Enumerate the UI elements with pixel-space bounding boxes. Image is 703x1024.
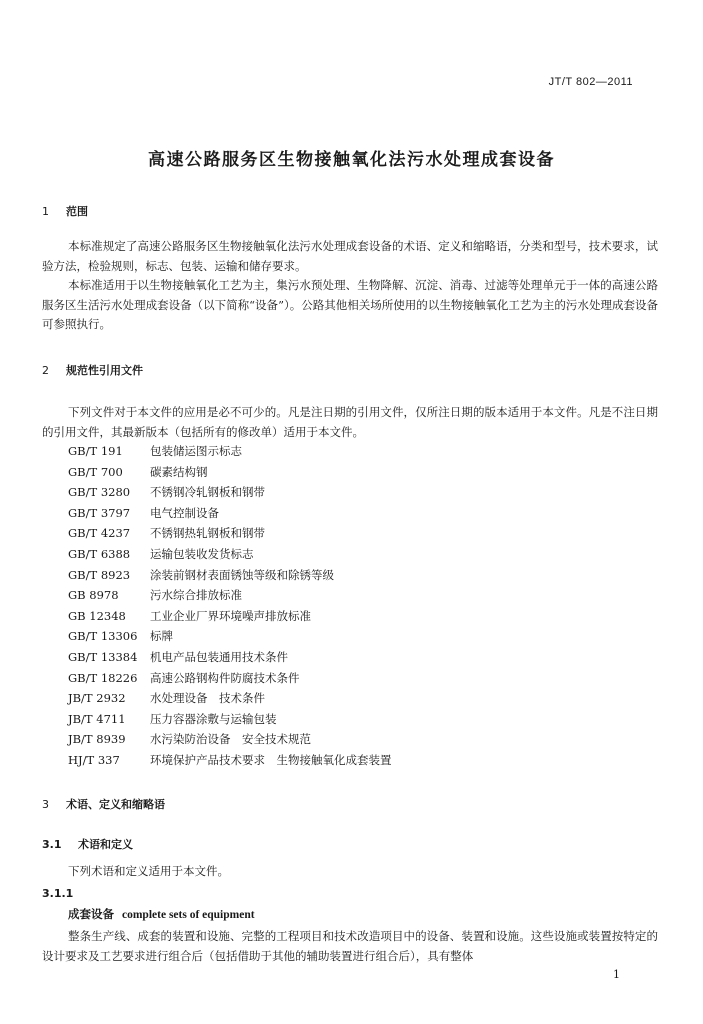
reference-code: GB/T 4237	[68, 526, 131, 541]
section-number: 3.1	[42, 838, 62, 851]
section-2-heading	[42, 362, 143, 378]
section-3-1-heading	[42, 836, 133, 852]
reference-item	[68, 525, 392, 546]
reference-item	[68, 505, 392, 526]
reference-item	[68, 711, 392, 732]
reference-item	[68, 628, 392, 649]
reference-code: JB/T 2932	[68, 691, 126, 706]
reference-code: JB/T 4711	[68, 711, 126, 726]
reference-name: 包装储运图示标志	[150, 444, 242, 458]
reference-code: GB/T 191	[68, 444, 123, 458]
section-number: 3	[42, 798, 49, 811]
reference-code: GB/T 3797	[68, 505, 131, 520]
term-entry	[68, 906, 255, 922]
reference-name: 环境保护产品技术要求 生物接触氧化成套装置	[150, 752, 392, 767]
section-title: 术语和定义	[78, 838, 133, 851]
section-1-paragraph-1: 本标准规定了高速公路服务区生物接触氧化法污水处理成套设备的术语、定义和缩略语，分类和型号，技术要求，试验方法，检验规则，标志、包装、运输和储存要求。	[42, 239, 658, 273]
reference-item	[68, 608, 392, 629]
reference-name: 高速公路钢构件防腐技术条件	[150, 670, 300, 685]
reference-item	[68, 752, 392, 773]
document-title: 高速公路服务区生物接触氧化法污水处理成套设备	[148, 150, 555, 170]
reference-name: 不锈钢冷轧钢板和钢带	[150, 485, 265, 500]
section-title: 规范性引用文件	[66, 364, 143, 377]
section-number: 3.1.1	[42, 887, 74, 900]
reference-item	[68, 567, 392, 588]
reference-item	[68, 731, 392, 752]
reference-name: 运输包装收发货标志	[150, 546, 254, 561]
reference-code: GB 12348	[68, 608, 126, 623]
section-3-1-1-heading	[42, 887, 78, 900]
reference-code: HJ/T 337	[68, 752, 120, 767]
reference-item	[68, 484, 392, 505]
reference-code: GB/T 6388	[68, 546, 131, 561]
term-english: complete sets of equipment	[122, 909, 255, 921]
term-chinese: 成套设备	[68, 907, 114, 921]
reference-code: GB 8978	[68, 588, 119, 603]
reference-code: GB/T 13384	[68, 649, 138, 664]
reference-code: GB/T 3280	[68, 485, 131, 500]
section-number: 2	[42, 364, 49, 377]
reference-code: GB/T 13306	[68, 629, 138, 644]
reference-name: 机电产品包装通用技术条件	[150, 649, 288, 664]
section-3-1-1-definition: 整条生产线、成套的装置和设施、完整的工程项目和技术改造项目中的设备、装置和设施。这些设施或装置按特定的设计要求及工艺要求进行组合后（包括借助于其他的辅助装置进行组合后），具有整体	[42, 929, 658, 963]
reference-name: 标牌	[150, 629, 173, 644]
section-3-heading	[42, 796, 165, 812]
reference-item	[68, 670, 392, 691]
reference-name: 水处理设备 技术条件	[150, 691, 265, 706]
reference-item	[68, 546, 392, 567]
page-number: 1	[613, 968, 620, 981]
reference-name: 电气控制设备	[150, 505, 219, 520]
reference-name: 不锈钢热轧钢板和钢带	[150, 526, 265, 541]
section-2-paragraph: 下列文件对于本文件的应用是必不可少的。凡是注日期的引用文件，仅所注日期的版本适用于本文件。凡是不注日期的引用文件，其最新版本（包括所有的修改单）适用于本文件。	[42, 405, 658, 439]
reference-name: 压力容器涂敷与运输包装	[150, 711, 277, 726]
reference-item	[68, 690, 392, 711]
reference-name: 水污染防治设备 安全技术规范	[150, 732, 311, 747]
reference-code: GB/T 700	[68, 464, 123, 479]
reference-name: 工业企业厂界环境噪声排放标准	[150, 608, 311, 623]
section-1-paragraph-2: 本标准适用于以生物接触氧化工艺为主，集污水预处理、生物降解、沉淀、消毒、过滤等处理单元于一体的高速公路服务区生活污水处理成套设备（以下简称“设备”）。公路其他相关场所使用的以生物接触氧化工艺为主的污水处理成套设备可参照执行。	[42, 278, 658, 331]
reference-item	[68, 649, 392, 670]
reference-name: 涂装前钢材表面锈蚀等级和除锈等级	[150, 567, 334, 582]
reference-code: GB/T 18226	[68, 670, 138, 685]
reference-item	[68, 587, 392, 608]
section-1-heading	[42, 203, 88, 219]
reference-name: 污水综合排放标准	[150, 588, 242, 603]
reference-item	[68, 443, 392, 464]
reference-code: JB/T 8939	[68, 732, 126, 747]
section-title: 术语、定义和缩略语	[66, 798, 165, 811]
normative-references-list	[68, 443, 392, 773]
reference-code: GB/T 8923	[68, 567, 131, 582]
reference-item	[68, 464, 392, 485]
section-title: 范围	[66, 205, 88, 218]
reference-name: 碳素结构钢	[150, 464, 208, 479]
section-number: 1	[42, 205, 49, 218]
standard-code: JT/T 802—2011	[548, 76, 633, 88]
section-3-1-paragraph: 下列术语和定义适用于本文件。	[68, 864, 229, 878]
